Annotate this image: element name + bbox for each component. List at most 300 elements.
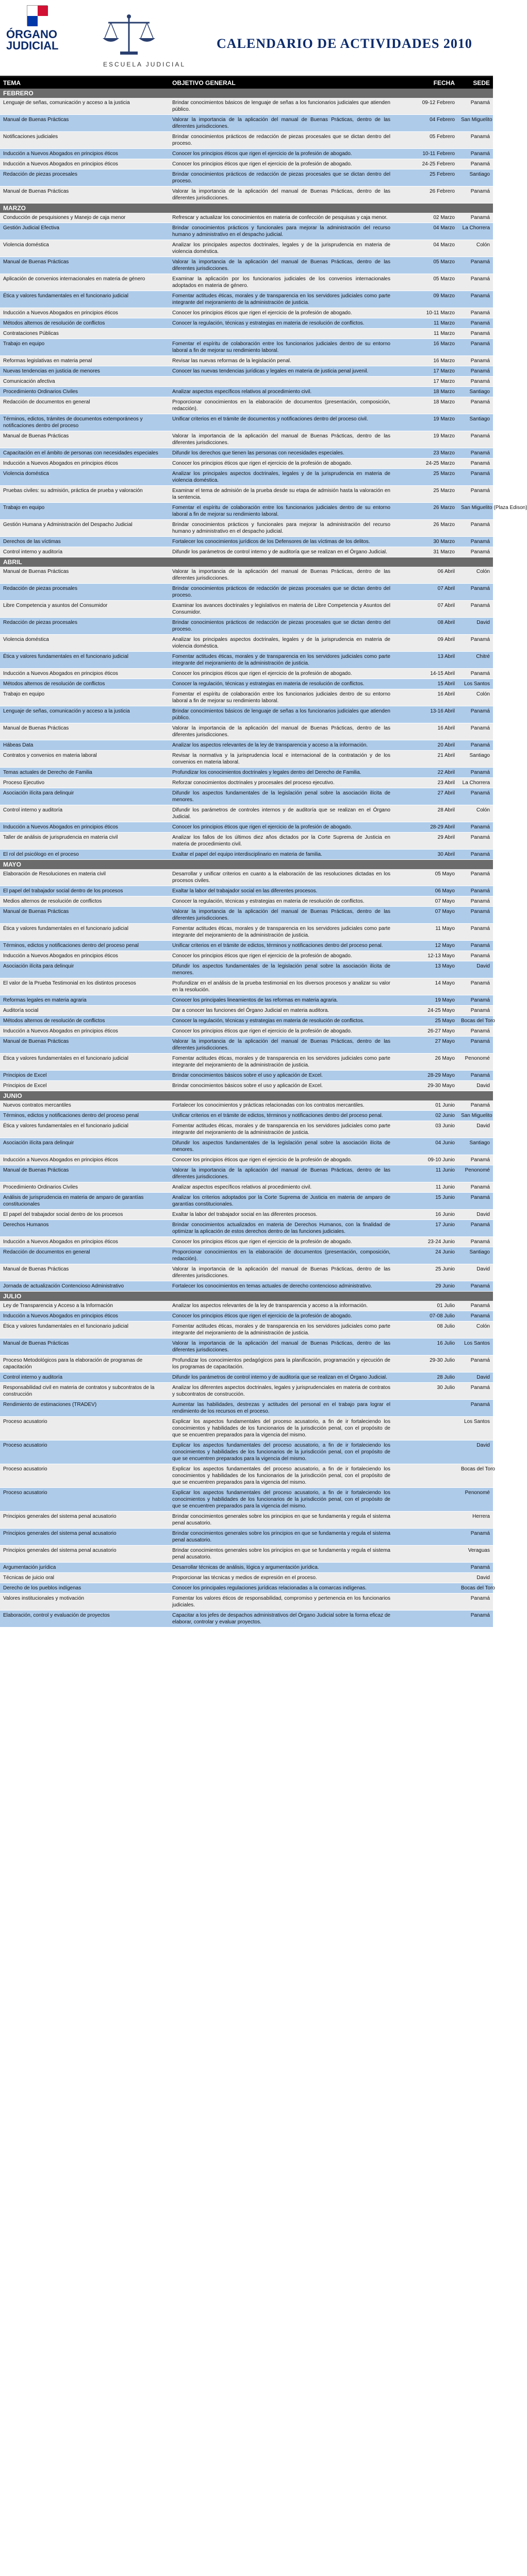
- table-row: [0, 520, 493, 537]
- table-row: [0, 833, 493, 850]
- cell-tema: Manual de Buenas Prácticas: [3, 1341, 69, 1346]
- cell-fecha: 13-16 Abril: [430, 708, 455, 714]
- table-row: [0, 431, 493, 448]
- month-section: [0, 204, 527, 557]
- cell-fecha: 09-10 Junio: [427, 1157, 455, 1163]
- table-row: [0, 951, 493, 961]
- cell-objetivo: Analizar los fallos de los últimos diez años dictados por la Corte Suprema de Justicia en materia de procedimiento civil.: [172, 835, 390, 847]
- table-row: [0, 1006, 493, 1016]
- cell-sede: Colón: [476, 807, 490, 813]
- cell-tema: Gestión Judicial Efectiva: [3, 225, 59, 231]
- cell-fecha: 16 Marzo: [433, 358, 455, 364]
- cell-objetivo: Conocer la regulación, técnicas y estrategias en materia de resolución de conflictos.: [172, 899, 365, 904]
- cell-objetivo: Proporcionar conocimientos en la elaboración de documentos (presentación, composición, redacción).: [172, 399, 390, 412]
- column-header-fecha: FECHA: [433, 79, 455, 87]
- table-row: [0, 652, 493, 669]
- cell-fecha: 09-12 Febrero: [422, 100, 455, 106]
- table-header: [0, 77, 493, 89]
- activities-table: [0, 89, 527, 1628]
- cell-fecha: 01 Junio: [435, 1103, 455, 1108]
- table-row: [0, 896, 493, 907]
- panama-flag-icon: [27, 5, 47, 26]
- cell-sede: Panamá: [470, 471, 490, 477]
- cell-sede: Panamá: [470, 1596, 490, 1601]
- table-row: [0, 397, 493, 414]
- cell-sede: Panamá: [470, 943, 490, 948]
- cell-objetivo: Difundir los derechos que tienen las personas con necesidades especiales.: [172, 450, 344, 456]
- table-row: [0, 601, 493, 618]
- cell-objetivo: Proporcionar conocimientos en la elaboración de documentos (presentación, composición, redacción).: [172, 1249, 390, 1262]
- table-row: [0, 329, 493, 339]
- cell-sede: Penonomé: [465, 1490, 490, 1496]
- cell-sede: Veraguas: [468, 1548, 490, 1553]
- cell-sede: San Miguelito: [461, 1113, 492, 1118]
- cell-tema: Procedimiento Ordinarios Civiles: [3, 1184, 78, 1190]
- cell-objetivo: Fomentar actitudes éticas, morales y de transparencia en los servidores judiciales como parte integrante del mejoramiento de la administración de justicia.: [172, 293, 390, 306]
- cell-fecha: 16 Marzo: [433, 341, 455, 347]
- table-row: [0, 1054, 493, 1071]
- cell-fecha: 26 Marzo: [433, 522, 455, 528]
- cell-tema: Inducción a Nuevos Abogados en principios éticos: [3, 161, 118, 167]
- cell-fecha: 25 Mayo: [435, 1018, 455, 1024]
- cell-tema: Principios de Excel: [3, 1083, 47, 1089]
- table-row: [0, 805, 493, 822]
- table-row: [0, 768, 493, 778]
- cell-objetivo: Proporcionar las técnicas y medios de expresión en el proceso.: [172, 1575, 317, 1581]
- cell-tema: Manual de Buenas Prácticas: [3, 117, 69, 123]
- table-row: [0, 547, 493, 557]
- cell-tema: Trabajo en equipo: [3, 341, 45, 347]
- cell-tema: Temas actuales de Derecho de Familia: [3, 770, 92, 775]
- cell-objetivo: Conocer los principios éticos que rigen el ejercicio de la profesión de abogado.: [172, 161, 352, 167]
- cell-tema: Reformas legislativas en materia penal: [3, 358, 92, 364]
- cell-sede: David: [476, 1375, 490, 1380]
- table-row: [0, 941, 493, 951]
- cell-objetivo: Brindar conocimientos prácticos de redacción de piezas procesales que se dictan dentro del proceso.: [172, 172, 390, 184]
- cell-objetivo: Valorar la importancia de la aplicación del manual de Buenas Prácticas, dentro de las diferentes jurisdicciones.: [172, 1167, 390, 1180]
- cell-fecha: 14 Mayo: [435, 980, 455, 986]
- cell-sede: Panamá: [470, 1613, 490, 1618]
- cell-tema: Auditoría social: [3, 1008, 39, 1013]
- table-row: [0, 1383, 493, 1400]
- cell-fecha: 11 Marzo: [434, 331, 455, 336]
- cell-fecha: 25 Marzo: [433, 471, 455, 477]
- cell-sede: David: [476, 620, 490, 625]
- cell-sede: San Miguelito (Plaza Edison): [461, 505, 527, 511]
- cell-sede: Santiago: [469, 416, 490, 422]
- cell-fecha: [393, 1594, 458, 1610]
- cell-objetivo: Conocer los principios éticos que rigen el ejercicio de la profesión de abogado.: [172, 310, 352, 316]
- page-title: CALENDARIO DE ACTIVIDADES 2010: [217, 36, 472, 51]
- cell-fecha: 28-29 Abril: [430, 824, 455, 830]
- cell-objetivo: Profundizar los conocimientos pedagógicos para la planificación, programación y ejecución de los programas de capacitación.: [172, 1358, 390, 1370]
- cell-sede: Panamá: [470, 909, 490, 914]
- cell-tema: Manual de Buenas Prácticas: [3, 1167, 69, 1173]
- cell-objetivo: Conocer los principales lineamientos de las reformas en materia agraria.: [172, 997, 338, 1003]
- cell-sede: Colón: [476, 242, 490, 248]
- cell-sede: David: [476, 963, 490, 969]
- cell-fecha: 29-30 Mayo: [427, 1083, 455, 1089]
- cell-objetivo: Explicar los aspectos fundamentales del proceso acusatorio, a fin de ir fortaleciendo los conocimientos y habilidades de los funcionarios de la jurisdicción penal, con el propósito de que se encuentren preparados para la vigencia del mismo.: [172, 1466, 390, 1485]
- page-header: [0, 0, 493, 77]
- cell-fecha: 19 Marzo: [433, 416, 455, 422]
- table-row: [0, 1111, 493, 1121]
- cell-sede: Santiago: [469, 172, 490, 177]
- cell-objetivo: Revisar la normativa y la jurisprudencia local e internacional de la contratación y de los convenios en materia laboral.: [172, 753, 390, 765]
- cell-tema: Elaboración de Resoluciones en materia civil: [3, 871, 106, 877]
- cell-fecha: 09 Abril: [437, 637, 455, 642]
- cell-sede: Panamá: [470, 586, 490, 591]
- cell-sede: Panamá: [470, 1039, 490, 1044]
- cell-fecha: 27 Mayo: [435, 1039, 455, 1044]
- cell-objetivo: Capacitar a los jefes de despachos administrativos del Órgano Judicial sobre la forma eficaz de elaborar, controlar y evaluar proyectos.: [172, 1613, 390, 1625]
- cell-sede: Panamá: [470, 461, 490, 466]
- cell-objetivo: Valorar la importancia de la aplicación del manual de Buenas Prácticas, dentro de las diferentes jurisdicciones.: [172, 1039, 390, 1051]
- cell-sede: Panamá: [470, 1402, 490, 1408]
- cell-objetivo: Fomentar los valores éticos de responsabilidad, compromiso y pertenencia en los funcionarios judiciales.: [172, 1596, 390, 1608]
- cell-objetivo: Brindar conocimientos generales sobre los principios en que se fundamenta y regula el sistema penal acusatorio.: [172, 1514, 390, 1526]
- cell-tema: Análisis de jurisprudencia en materia de amparo de garantías constitucionales: [3, 1195, 144, 1207]
- table-row: [0, 1311, 493, 1321]
- table-row: [0, 1220, 493, 1237]
- cell-sede: Panamá: [470, 358, 490, 364]
- cell-objetivo: Explicar los aspectos fundamentales del proceso acusatorio, a fin de ir fortaleciendo los conocimientos y habilidades de los funcionarios de la jurisdicción penal, con el propósito de que se encuentren preparados para la vigencia del mismo.: [172, 1443, 390, 1462]
- cell-fecha: 05 Marzo: [433, 276, 455, 282]
- cell-sede: Panamá: [470, 151, 490, 157]
- table-row: [0, 1417, 493, 1440]
- table-row: [0, 1573, 493, 1583]
- cell-fecha: 17 Marzo: [433, 379, 455, 384]
- cell-objetivo: [169, 329, 393, 338]
- cell-tema: Redacción de documentos en general: [3, 399, 90, 405]
- cell-objetivo: Brindar conocimientos generales sobre los principios en que se fundamenta y regula el sistema penal acusatorio.: [172, 1548, 390, 1560]
- cell-tema: Inducción a Nuevos Abogados en principios éticos: [3, 824, 118, 830]
- cell-tema: Términos, edictos y notificaciones dentro del proceso penal: [3, 1113, 139, 1118]
- table-row: [0, 567, 493, 584]
- table-row: [0, 1081, 493, 1091]
- cell-fecha: 29 Abril: [437, 835, 455, 840]
- cell-fecha: 03 Junio: [435, 1123, 455, 1129]
- cell-tema: Taller de análisis de jurisprudencia en materia civil: [3, 835, 118, 840]
- cell-sede: Panamá: [470, 379, 490, 384]
- cell-tema: Responsabilidad civil en materia de contratos y subcontratos de la construcción: [3, 1385, 155, 1397]
- cell-fecha: 13 Abril: [437, 654, 455, 659]
- cell-tema: Redacción de piezas procesales: [3, 172, 77, 177]
- cell-fecha: 29 Junio: [435, 1283, 455, 1289]
- cell-objetivo: Revisar las nuevas reformas de la legislación penal.: [172, 358, 291, 364]
- cell-sede: Panamá: [470, 980, 490, 986]
- cell-fecha: 29-30 Julio: [430, 1358, 455, 1363]
- cell-objetivo: Valorar la importancia de la aplicación del manual de Buenas Prácticas, dentro de las diferentes jurisdicciones.: [172, 569, 390, 581]
- table-row: [0, 308, 493, 318]
- cell-objetivo: Brindar conocimientos prácticos de redacción de piezas procesales que se dictan dentro del proceso.: [172, 620, 390, 632]
- table-row: [0, 1016, 493, 1026]
- month-section: [0, 860, 493, 1091]
- table-row: [0, 1440, 493, 1464]
- table-row: [0, 1583, 493, 1594]
- cell-objetivo: Examinar la aplicación por los funcionarios judiciales de los convenios internacionales adoptados en materia de género.: [172, 276, 390, 289]
- table-row: [0, 1372, 493, 1383]
- cell-fecha: 13 Mayo: [435, 963, 455, 969]
- cell-fecha: 08 Abril: [437, 620, 455, 625]
- cell-tema: Elaboración, control y evaluación de proyectos: [3, 1613, 110, 1618]
- cell-sede: Los Santos: [464, 1419, 490, 1425]
- table-row: [0, 414, 493, 431]
- cell-fecha: 30 Abril: [437, 852, 455, 857]
- cell-tema: Lenguaje de señas, comunicación y acceso a la justicia: [3, 708, 130, 714]
- cell-tema: El rol del psicólogo en el proceso: [3, 852, 79, 857]
- cell-tema: Manual de Buenas Prácticas: [3, 259, 69, 265]
- month-section: [0, 1292, 493, 1628]
- cell-tema: Violencia doméstica: [3, 471, 49, 477]
- table-row: [0, 751, 493, 768]
- cell-objetivo: Examinar el tema de admisión de la prueba desde su etapa de admisión hasta la valoración en la sentencia.: [172, 488, 390, 500]
- cell-sede: Panamá: [470, 997, 490, 1003]
- cell-tema: Derechos de las víctimas: [3, 539, 61, 545]
- cell-sede: Herrera: [472, 1514, 490, 1519]
- table-row: [0, 170, 493, 187]
- cell-fecha: 07 Abril: [437, 603, 455, 608]
- cell-fecha: 07 Mayo: [435, 899, 455, 904]
- table-row: [0, 537, 493, 547]
- table-row: [0, 318, 493, 329]
- cell-sede: Penonomé: [465, 1056, 490, 1061]
- cell-fecha: [393, 1529, 458, 1545]
- cell-sede: Panamá: [470, 1073, 490, 1078]
- cell-sede: Panamá: [470, 742, 490, 748]
- cell-fecha: [393, 1563, 458, 1572]
- cell-tema: Proceso Metodológicos para la elaboración de programas de capacitación: [3, 1358, 143, 1370]
- cell-objetivo: Conocer la regulación, técnicas y estrategias en materia de resolución de conflictos.: [172, 1018, 365, 1024]
- month-header: FEBRERO: [0, 89, 493, 98]
- cell-tema: Redacción de piezas procesales: [3, 620, 77, 625]
- cell-tema: Métodos alternos de resolución de conflictos: [3, 681, 105, 687]
- cell-objetivo: Conocer los principios éticos que rigen el ejercicio de la profesión de abogado.: [172, 461, 352, 466]
- cell-objetivo: Conocer los principios éticos que rigen el ejercicio de la profesión de abogado.: [172, 1239, 352, 1245]
- table-row: [0, 377, 493, 387]
- cell-objetivo: [169, 377, 393, 386]
- cell-tema: El papel del trabajador social dentro de los procesos: [3, 888, 123, 894]
- cell-tema: Ética y valores fundamentales en el funcionario judicial: [3, 1324, 128, 1329]
- cell-fecha: 26 Mayo: [435, 1056, 455, 1061]
- cell-fecha: 30 Julio: [437, 1385, 455, 1391]
- cell-tema: Capacitación en el ámbito de personas con necesidades especiales: [3, 450, 158, 456]
- cell-objetivo: Desarrollar técnicas de análisis, lógica y argumentación jurídica.: [172, 1565, 319, 1570]
- cell-sede: Panamá: [470, 522, 490, 528]
- table-row: [0, 1193, 493, 1210]
- cell-sede: Bocas del Toro: [461, 1018, 495, 1024]
- table-row: [0, 635, 493, 652]
- cell-tema: Manual de Buenas Prácticas: [3, 433, 69, 439]
- cell-sede: David: [476, 1575, 490, 1581]
- cell-tema: Rendimiento de estimaciones (TRADEV): [3, 1402, 97, 1408]
- cell-sede: Panamá: [470, 276, 490, 282]
- cell-objetivo: Conocer los principios éticos que rigen el ejercicio de la profesión de abogado.: [172, 1028, 352, 1034]
- cell-objetivo: Conocer los principios éticos que rigen el ejercicio de la profesión de abogado.: [172, 1313, 352, 1319]
- school-name: ESCUELA JUDICIAL: [103, 61, 186, 68]
- cell-sede: Panamá: [470, 293, 490, 299]
- table-row: [0, 223, 493, 240]
- cell-fecha: 20 Abril: [437, 742, 455, 748]
- cell-tema: Inducción a Nuevos Abogados en principios éticos: [3, 1313, 118, 1319]
- cell-objetivo: Valorar la importancia de la aplicación del manual de Buenas Prácticas, dentro de las diferentes jurisdicciones.: [172, 117, 390, 129]
- table-row: [0, 1594, 493, 1611]
- cell-fecha: 22 Abril: [437, 770, 455, 775]
- cell-sede: Colón: [476, 1324, 490, 1329]
- cell-sede: David: [476, 1212, 490, 1217]
- cell-sede: Panamá: [470, 1184, 490, 1190]
- cell-tema: Ley de Transparencia y Acceso a la Información: [3, 1303, 113, 1309]
- cell-fecha: 07 Abril: [437, 586, 455, 591]
- cell-objetivo: Fomentar actitudes éticas, morales y de transparencia en los servidores judiciales como parte integrante del mejoramiento de la administración de justicia.: [172, 1123, 390, 1136]
- table-row: [0, 1037, 493, 1054]
- cell-tema: Medios alternos de resolución de conflictos: [3, 899, 102, 904]
- cell-objetivo: Brindar conocimientos prácticos de redacción de piezas procesales que se dictan dentro del proceso.: [172, 586, 390, 598]
- cell-objetivo: Dar a conocer las funciones del Órgano Judicial en materia auditora.: [172, 1008, 330, 1013]
- cell-tema: Métodos alternos de resolución de conflictos: [3, 320, 105, 326]
- cell-sede: Panamá: [470, 189, 490, 194]
- table-row: [0, 1281, 493, 1292]
- scales-of-justice-icon: [101, 11, 157, 63]
- cell-fecha: 16 Abril: [437, 691, 455, 697]
- table-row: [0, 1182, 493, 1193]
- cell-sede: Panamá: [470, 671, 490, 676]
- table-row: [0, 869, 493, 886]
- cell-objetivo: Brindar conocimientos actualizados en materia de Derechos Humanos, con la finalidad de optimizar la aplicación de estos derechos dentro de las funciones judiciales.: [172, 1222, 390, 1234]
- cell-objetivo: Conocer los principios éticos que rigen el ejercicio de la profesión de abogado.: [172, 1157, 352, 1163]
- cell-objetivo: Valorar la importancia de la aplicación del manual de Buenas Prácticas, dentro de las diferentes jurisdicciones.: [172, 725, 390, 738]
- cell-objetivo: Explicar los aspectos fundamentales del proceso acusatorio, a fin de ir fortaleciendo los conocimientos y habilidades de los funcionarios de la jurisdicción penal, con el propósito de que se encuentren preparados para la vigencia del mismo.: [172, 1419, 390, 1438]
- table-row: [0, 1071, 493, 1081]
- cell-sede: Panamá: [470, 100, 490, 106]
- table-row: [0, 924, 493, 941]
- cell-tema: Manual de Buenas Prácticas: [3, 1266, 69, 1272]
- cell-fecha: 26-27 Mayo: [427, 1028, 455, 1034]
- cell-sede: Panamá: [470, 1195, 490, 1200]
- table-row: [0, 1138, 493, 1155]
- cell-sede: Panamá: [470, 1565, 490, 1570]
- cell-objetivo: Fomentar el espíritu de colaboración entre los funcionarios judiciales dentro de su entorno laboral a fin de mejorar su rendimiento laboral.: [172, 505, 390, 517]
- cell-tema: Lenguaje de señas, comunicación y acceso a la justicia: [3, 100, 130, 106]
- cell-fecha: 27 Abril: [437, 790, 455, 796]
- table-row: [0, 788, 493, 805]
- cell-tema: Asociación ilícita para delinquir: [3, 1140, 74, 1146]
- cell-fecha: 16 Julio: [437, 1341, 455, 1346]
- cell-sede: Panamá: [470, 341, 490, 347]
- cell-objetivo: Valorar la importancia de la aplicación del manual de Buenas Prácticas, dentro de las diferentes jurisdicciones.: [172, 1341, 390, 1353]
- cell-sede: Panamá: [470, 1531, 490, 1536]
- table-row: [0, 1400, 493, 1417]
- cell-sede: Colón: [476, 569, 490, 574]
- table-row: [0, 1155, 493, 1165]
- cell-tema: Valores institucionales y motivación: [3, 1596, 85, 1601]
- cell-fecha: 06 Abril: [437, 569, 455, 574]
- cell-fecha: 07-08 Julio: [430, 1313, 455, 1319]
- cell-fecha: 17 Marzo: [433, 368, 455, 374]
- month-header: MAYO: [0, 860, 493, 869]
- cell-objetivo: Examinar los avances doctrinales y legislativos en materia de Libre Competencia y Asuntos del Consumidor.: [172, 603, 390, 615]
- cell-objetivo: Difundir los parámetros de control interno y de auditoría que se realizan en el Órgano Judicial.: [172, 549, 387, 555]
- cell-objetivo: Difundir los aspectos fundamentales de la legislación penal sobre la asociación ilícita de menores.: [172, 790, 390, 803]
- cell-fecha: 14-15 Abril: [430, 671, 455, 676]
- cell-fecha: 23 Marzo: [433, 450, 455, 456]
- cell-tema: Términos, edictos y notificaciones dentro del proceso penal: [3, 943, 139, 948]
- table-row: [0, 689, 493, 706]
- cell-tema: Contrataciones Públicas: [3, 331, 59, 336]
- cell-fecha: 25 Marzo: [433, 488, 455, 494]
- cell-fecha: 09 Marzo: [433, 293, 455, 299]
- cell-fecha: 15 Junio: [435, 1195, 455, 1200]
- cell-objetivo: Conocer la regulación, técnicas y estrategias en materia de resolución de conflictos.: [172, 681, 365, 687]
- table-row: [0, 486, 493, 503]
- cell-tema: Redacción de piezas procesales: [3, 586, 77, 591]
- cell-tema: Asociación ilícita para delinquir: [3, 790, 74, 796]
- cell-objetivo: Analizar los principales aspectos doctrinales, legales y de la jurisprudencia en materia de violencia doméstica.: [172, 242, 390, 255]
- table-row: [0, 213, 493, 223]
- cell-tema: Violencia doméstica: [3, 242, 49, 248]
- cell-fecha: 04 Febrero: [430, 117, 455, 123]
- cell-sede: Panamá: [470, 770, 490, 775]
- column-header-tema: TEMA: [3, 79, 21, 87]
- cell-objetivo: Analizar los principales aspectos doctrinales, legales y de la jurisprudencia en materia de violencia doméstica.: [172, 471, 390, 483]
- cell-tema: Métodos alternos de resolución de conflictos: [3, 1018, 105, 1024]
- cell-fecha: 04 Marzo: [433, 242, 455, 248]
- cell-fecha: 16 Junio: [435, 1212, 455, 1217]
- cell-objetivo: Analizar los diferentes aspectos doctrinales, legales y jurisprudenciales en materia de contratos y subcontratos de construcción.: [172, 1385, 391, 1397]
- cell-objetivo: Desarrollar y unificar criterios en cuanto a la elaboración de las resoluciones dictadas en los procesos civiles.: [172, 871, 390, 884]
- cell-sede: Panamá: [470, 488, 490, 494]
- cell-fecha: 21 Abril: [437, 753, 455, 758]
- table-row: [0, 1264, 493, 1281]
- table-row: [0, 503, 527, 520]
- cell-objetivo: Analizar aspectos específicos relativos al procedimiento civil.: [172, 1184, 312, 1190]
- cell-sede: Panamá: [470, 1222, 490, 1228]
- cell-tema: El papel del trabajador social dentro de los procesos: [3, 1212, 123, 1217]
- cell-objetivo: Fomentar actitudes éticas, morales y de transparencia en los servidores judiciales como parte integrante del mejoramiento de la administración de justicia.: [172, 926, 390, 938]
- cell-fecha: 23 Abril: [437, 780, 455, 786]
- cell-sede: Panamá: [470, 320, 490, 326]
- cell-objetivo: Aumentar las habilidades, destrezas y actitudes del personal en el trabajo para lograr el rendimiento de los recursos en el proceso.: [172, 1402, 390, 1414]
- cell-objetivo: Fomentar el espíritu de colaboración entre los funcionarios judiciales dentro de su entorno laboral a fin de mejorar su rendimiento laboral.: [172, 341, 390, 353]
- table-row: [0, 584, 493, 601]
- cell-fecha: 24-25 Marzo: [425, 461, 455, 466]
- cell-objetivo: Profundizar los conocimientos doctrinales y legales dentro del Derecho de Familia.: [172, 770, 361, 775]
- month-section: [0, 557, 493, 860]
- cell-sede: Santiago: [469, 389, 490, 395]
- cell-fecha: 30 Marzo: [433, 539, 455, 545]
- cell-tema: Principios generales del sistema penal acusatorio: [3, 1514, 117, 1519]
- table-row: [0, 886, 493, 896]
- cell-fecha: 11 Junio: [435, 1167, 455, 1173]
- table-row: [0, 995, 493, 1006]
- cell-tema: Derecho de los pueblos indígenas: [3, 1585, 81, 1591]
- table-row: [0, 356, 493, 366]
- cell-tema: Asociación ilícita para delinquir: [3, 963, 74, 969]
- cell-objetivo: Exaltar el papel del equipo interdisciplinario en materia de familia.: [172, 852, 322, 857]
- cell-sede: Panamá: [470, 888, 490, 894]
- table-row: [0, 706, 493, 723]
- cell-tema: Comunicación afectiva: [3, 379, 55, 384]
- table-row: [0, 1121, 493, 1138]
- cell-fecha: 10-11 Marzo: [426, 310, 455, 316]
- cell-sede: Panamá: [470, 1103, 490, 1108]
- cell-tema: Inducción a Nuevos Abogados en principios éticos: [3, 1239, 118, 1245]
- cell-objetivo: Brindar conocimientos básicos sobre el uso y aplicación de Excel.: [172, 1073, 323, 1078]
- cell-fecha: [393, 1611, 458, 1627]
- cell-sede: Panamá: [470, 399, 490, 405]
- cell-tema: Redacción de documentos en general: [3, 1249, 90, 1255]
- cell-tema: Principios de Excel: [3, 1073, 47, 1078]
